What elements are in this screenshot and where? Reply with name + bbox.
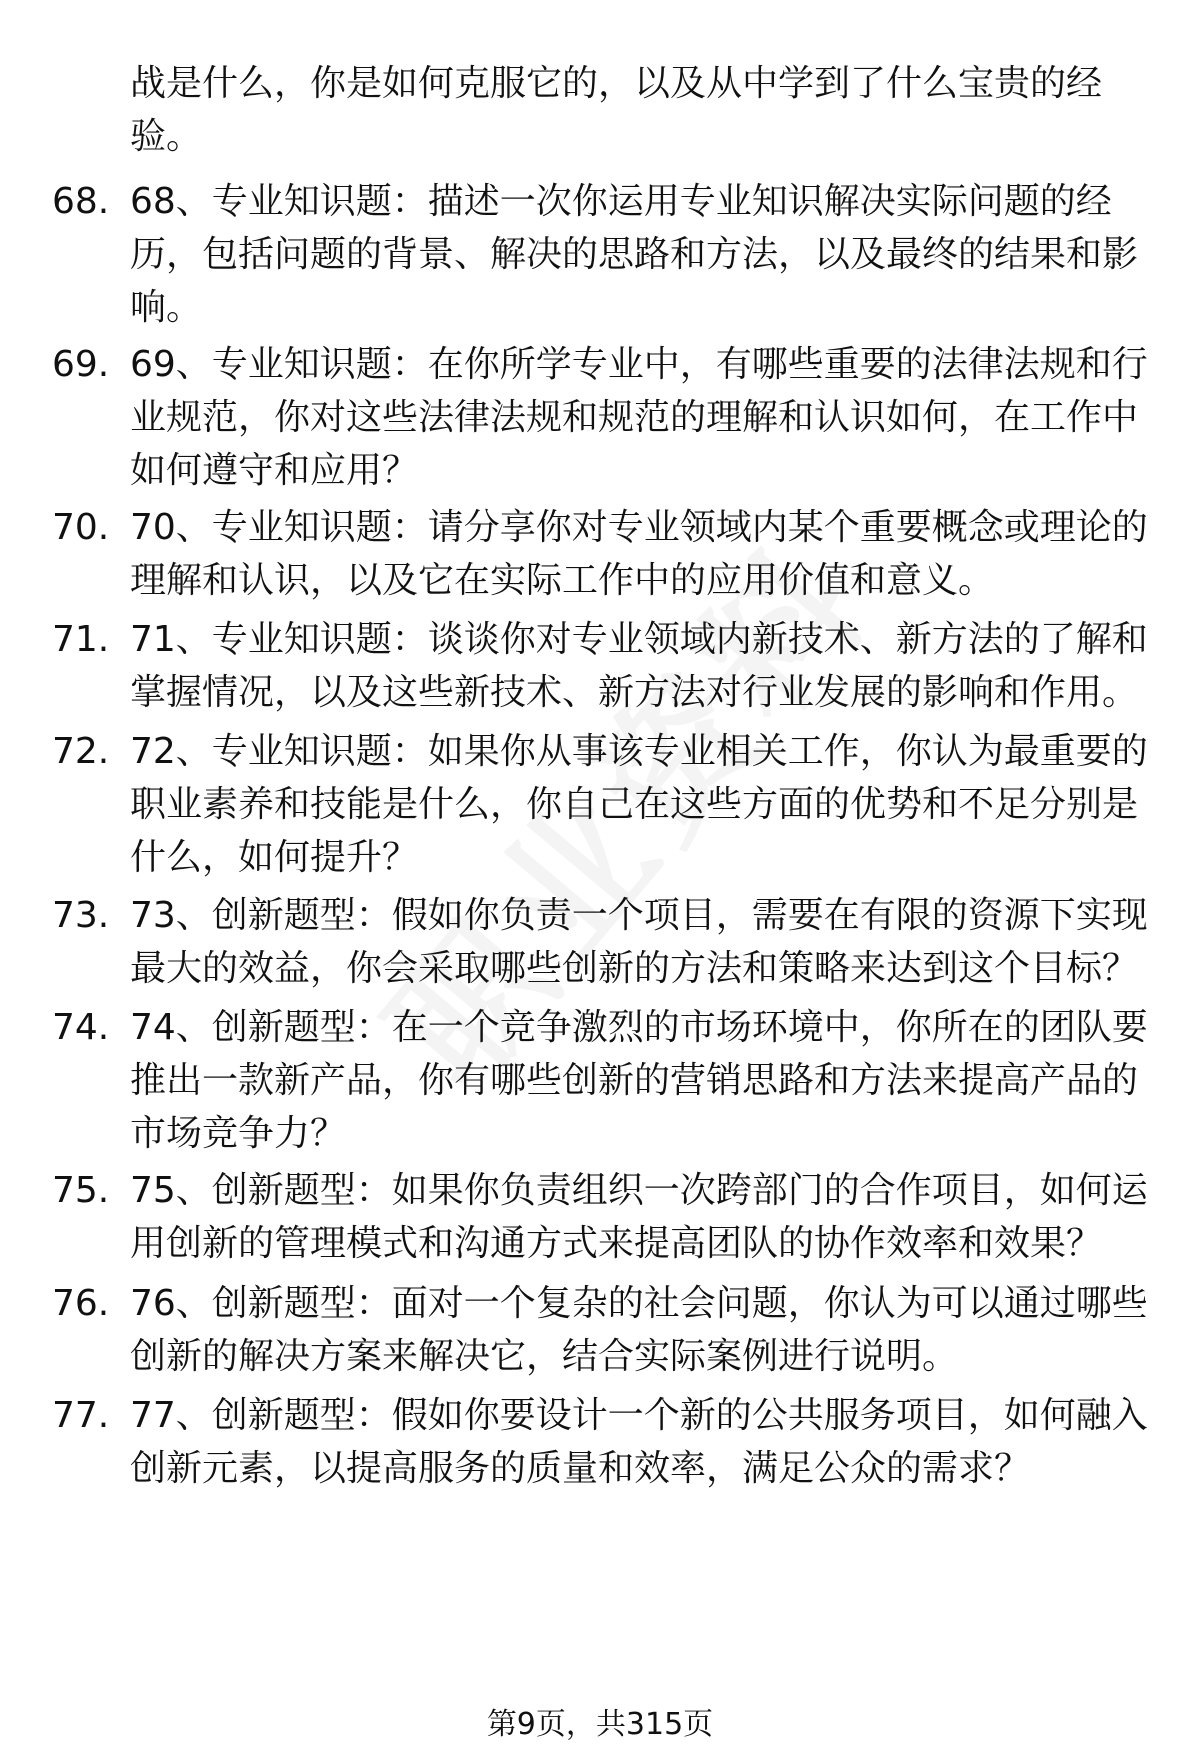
question-text: 68、专业知识题：描述一次你运用专业知识解决实际问题的经历，包括问题的背景、解决的思路和方法，以及最终的结果和影响。 <box>130 181 1139 328</box>
question-number: 69. <box>52 344 110 385</box>
question-number: 70. <box>52 507 110 548</box>
page-footer: 第9页，共315页 <box>486 1707 714 1742</box>
question-number: 75. <box>52 1170 110 1211</box>
question-text: 77、创新题型：假如你要设计一个新的公共服务项目，如何融入创新元素，以提高服务的质量和效率，满足公众的需求？ <box>130 1395 1148 1489</box>
question-number: 71. <box>52 619 110 660</box>
question-number: 74. <box>52 1007 110 1048</box>
question-number: 68. <box>52 181 110 222</box>
question-text: 70、专业知识题：请分享你对专业领域内某个重要概念或理论的理解和认识，以及它在实际工作中的应用价值和意义。 <box>130 507 1148 601</box>
question-number: 73. <box>52 895 110 936</box>
question-text: 71、专业知识题：谈谈你对专业领域内新技术、新方法的了解和掌握情况，以及这些新技术、新方法对行业发展的影响和作用。 <box>130 619 1148 713</box>
question-number: 72. <box>52 731 110 772</box>
question-number: 76. <box>52 1283 110 1324</box>
question-text: 76、创新题型：面对一个复杂的社会问题，你认为可以通过哪些创新的解决方案来解决它，结合实际案例进行说明。 <box>130 1283 1148 1377</box>
continuation-text: 战是什么，你是如何克服它的，以及从中学到了什么宝贵的经验。 <box>130 63 1103 157</box>
question-text: 69、专业知识题：在你所学专业中，有哪些重要的法律法规和行业规范，你对这些法律法规和规范的理解和认识如何，在工作中如何遵守和应用？ <box>130 344 1148 491</box>
question-text: 73、创新题型：假如你负责一个项目，需要在有限的资源下实现最大的效益，你会采取哪些创新的方法和策略来达到这个目标？ <box>130 895 1148 989</box>
question-text: 72、专业知识题：如果你从事该专业相关工作，你认为最重要的职业素养和技能是什么，你自己在这些方面的优势和不足分别是什么，如何提升？ <box>130 731 1148 878</box>
question-text: 75、创新题型：如果你负责组织一次跨部门的合作项目，如何运用创新的管理模式和沟通方式来提高团队的协作效率和效果？ <box>130 1170 1148 1264</box>
question-number: 77. <box>52 1395 110 1436</box>
question-text: 74、创新题型：在一个竞争激烈的市场环境中，你所在的团队要推出一款新产品，你有哪些创新的营销思路和方法来提高产品的市场竞争力？ <box>130 1007 1148 1154</box>
